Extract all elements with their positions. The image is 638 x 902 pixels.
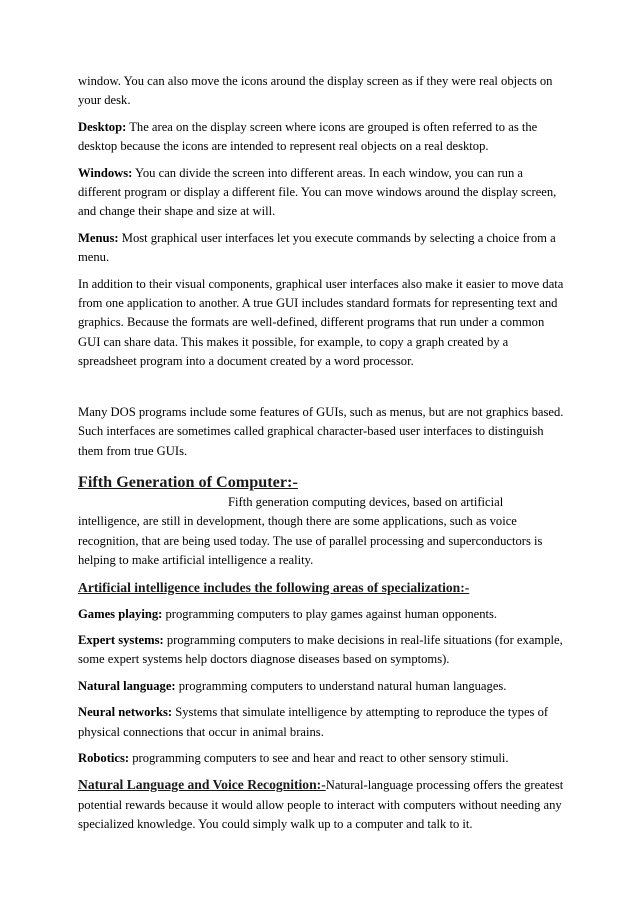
term-desktop: Desktop: (78, 119, 127, 134)
paragraph-natural-language (78, 677, 564, 696)
text-games: programming computers to play games against human opponents. (162, 606, 498, 621)
paragraph-menus (78, 229, 564, 268)
text-desktop: The area on the display screen where icons are grouped is often referred to as the desktop because the icons are intended to represent real objects on a real desktop. (78, 119, 538, 154)
text-windows: You can divide the screen into different areas. In each window, you can run a different program or display a different file. You can move windows around the display screen, and change their shape and size at will. (78, 165, 557, 219)
paragraph-gui-data-exchange: In addition to their visual components, graphical user interfaces also make it easier to move data from one application to another. A true GUI includes standard formats for representing text and graphics. Because the formats are well-defined, different programs that run under a common GUI can share data. This makes it possible, for example, to copy a graph created by a spreadsheet program into a document created by a word processor. (78, 276, 564, 369)
paragraph-fifth-generation (78, 493, 564, 571)
term-menus: Menus: (78, 230, 119, 245)
paragraph-expert (78, 631, 564, 670)
paragraph-fifth-first-line: Fifth generation computing devices, based on artificial (228, 494, 504, 509)
term-expert: Expert systems: (78, 632, 164, 647)
text-expert: programming computers to make decisions in real-life situations (for example, some expert systems help doctors diagnose diseases based on symptoms). (78, 632, 563, 667)
paragraph-fifth-rest: intelligence, are still in development, though there are some applications, such as voice recognition, that are being used today. The use of parallel processing and superconductors is helping to make artificial intelligence a reality. (78, 514, 543, 568)
paragraph-nl-voice (78, 775, 564, 834)
text-neural: Systems that simulate intelligence by attempting to reproduce the types of physical connections that occur in animal brains. (78, 705, 549, 739)
heading-ai-specialization: Artificial intelligence includes the following areas of specialization:- (78, 579, 470, 595)
text-natural-language: programming computers to understand natural human languages. (175, 678, 507, 693)
text-nl-voice: Natural-language processing offers the greatest potential rewards because it would allow people to interact with computers without needing any specialized knowledge. You could simply walk up to a computer and talk to it. (78, 778, 564, 832)
paragraph-windows-continued: window. You can also move the icons around the display screen as if they were real objects on your desk. (78, 74, 553, 108)
text-menus: Most graphical user interfaces let you execute commands by selecting a choice from a menu. (78, 230, 556, 265)
paragraph-games (78, 605, 564, 624)
term-robotics: Robotics: (78, 750, 130, 765)
paragraph-dos-programs: Many DOS programs include some features of GUIs, such as menus, but are not graphics based. Such interfaces are sometimes called graphical character-based user interfaces to distinguish them from true GUIs. (78, 404, 564, 458)
text-robotics: programming computers to see and hear and react to other sensory stimuli. (129, 750, 509, 765)
paragraph-neural (78, 703, 564, 742)
heading-fifth-generation: Fifth Generation of Computer:- (78, 472, 298, 491)
term-neural: Neural networks: (78, 705, 173, 720)
document-page (78, 72, 564, 835)
paragraph-robotics (78, 749, 564, 768)
term-natural-language: Natural language: (78, 678, 176, 693)
term-windows: Windows: (78, 165, 133, 180)
heading-nl-voice: Natural Language and Voice Recognition:- (78, 777, 326, 793)
term-games: Games playing: (78, 606, 163, 621)
paragraph-desktop (78, 118, 564, 157)
paragraph-windows (78, 164, 564, 222)
